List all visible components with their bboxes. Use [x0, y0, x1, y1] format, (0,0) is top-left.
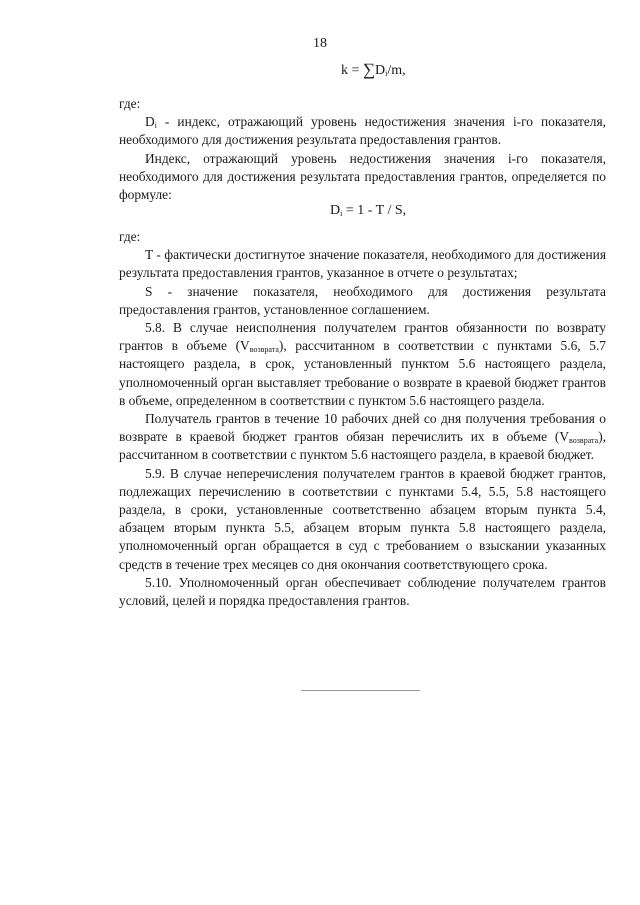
where-label: где: [119, 96, 141, 111]
where-label-2: где: [119, 229, 141, 244]
di-var: D [145, 114, 155, 130]
paragraph-5-8-part-b: ), рассчитанном в соответствии с пунктами 5.6, 5.7 настоящего раздела, в срок, установленный пунктом 5.6 настоящего раздела, уполномоченный орган выставляет требование о возврате в краевой бюджет грантов в объеме, определенном в соответствии с пунктом 5.6 настоящего раздела. [119, 338, 606, 408]
di-subscript: i [154, 121, 157, 131]
formula-k-rest: /m, [387, 63, 406, 78]
v-return-subscript: возврата [249, 345, 279, 355]
paragraph-5-8-part-a: 5.8. В случае неисполнения получателем грантов обязанности по возврату грантов в объеме (V [119, 320, 606, 354]
formula-k-var: D [375, 63, 386, 78]
formula-d [330, 203, 406, 219]
t-definition: T - фактически достигнутое значение показателя, необходимого для достижения результата предоставления грантов, указанное в отчете о результатах; [119, 247, 606, 281]
formula-k-subscript: i [385, 69, 388, 78]
formula-k [341, 60, 406, 80]
page-number: 18 [313, 36, 327, 51]
recipient-paragraph-part-a: Получатель грантов в течение 10 рабочих дней со дня получения требования о возврате в краевой бюджет грантов обязан перечислить их в объеме (V [119, 411, 606, 445]
sum-symbol: ∑ [362, 60, 376, 79]
recipient-paragraph-part-b: ), рассчитанном в соответствии с пунктом 5.6 настоящего раздела, в краевой бюджет. [119, 429, 606, 463]
closing-rule [301, 690, 420, 691]
paragraph-5-8 [119, 319, 606, 410]
paragraph-5-9: 5.9. В случае неперечисления получателем грантов в краевой бюджет грантов, подлежащих перечислению в соответствии с пунктами 5.4, 5.5, 5.8 настоящего раздела, в сроки, установленные соответственно абзацем вторым пункта 5.4, абзацем вторым пункта 5.5, абзацем вторым пункта 5.8 настоящего раздела, уполномоченный орган обращается в суд с требованием о взыскании указанных средств в течение трех месяцев со дня окончания соответствующего срока. [119, 465, 606, 572]
text-block-definitions [119, 95, 606, 204]
formula-d-rest: = 1 - T / S, [342, 203, 407, 218]
paragraph-5-10: 5.10. Уполномоченный орган обеспечивает соблюдение получателем грантов условий, целей и порядка предоставления грантов. [119, 574, 606, 609]
recipient-paragraph [119, 410, 606, 465]
formula-d-subscript: i [340, 209, 343, 218]
formula-k-lhs: k = [341, 63, 363, 78]
s-definition: S - значение показателя, необходимого для достижения результата предоставления грантов, установленное соглашением. [119, 283, 606, 317]
index-paragraph: Индекс, отражающий уровень недостижения значения i-го показателя, необходимого для достижения результата предоставления грантов, определяется по формуле: [119, 150, 606, 203]
v-return-subscript-2: возврата [569, 436, 599, 446]
formula-d-var: D [330, 203, 341, 218]
di-definition [119, 113, 606, 149]
di-definition-text: - индекс, отражающий уровень недостижения значения i-го показателя, необходимого для достижения результата предоставления грантов. [119, 114, 606, 148]
text-block-main [119, 228, 606, 610]
